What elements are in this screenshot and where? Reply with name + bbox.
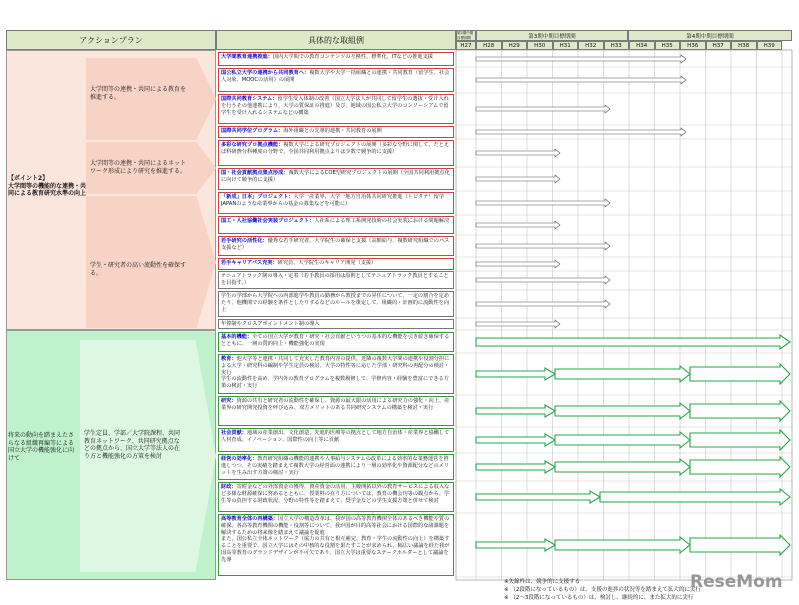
bottom-arrow-6-stage-1 — [476, 491, 600, 503]
year-H35: H35 — [655, 41, 681, 50]
top-arrow-8 — [476, 221, 560, 229]
bottom-arrow-4-stage-3 — [690, 430, 790, 450]
year-H32: H32 — [578, 41, 604, 50]
header-prev-period: 第2期中期目標期間 — [456, 30, 476, 41]
bottom-arrow-2-stage-1 — [476, 368, 555, 380]
measure-heading: 国・社会貢献拠点集点形成： — [221, 170, 289, 176]
bottom-arrow-6-stage-2 — [600, 489, 790, 505]
measure-text: 年俸制やクロスアポイントメント制の導入 — [221, 321, 320, 327]
measure-text: 人社系による理工系開発技術の社会実装における問題解決 — [314, 218, 450, 224]
bottom-arrow-3-stage-2 — [555, 403, 690, 419]
measure-text: 複数大学による研究プロジェクトの展開（多彩な分野に関して、たとえば科研費分科種度の分野で、全国共同利用拠点よりは少数で競争的に支援） — [221, 142, 450, 155]
bottom-arrow-7-stage-2 — [555, 537, 690, 553]
bottom-arrow-7-stage-1 — [476, 539, 555, 551]
measure-heading: 大学間教育連携推進： — [221, 54, 273, 60]
top-arrow-11 — [476, 276, 610, 284]
year-H39: H39 — [757, 41, 783, 50]
top-arrow-13 — [476, 320, 560, 328]
measure-text: 海外組織との先導的連携・共同教育の展開 — [283, 128, 382, 134]
measure-heading: 若手キャリアパス充実： — [221, 260, 278, 266]
point2-title: 【ポイント2】 大学間等の機能的な連携・共同による教育研究水準の向上 — [8, 175, 87, 197]
measure-heading: 国公私立大学の連携から共同教育へ： — [221, 70, 310, 76]
point2-sub-1: 大学間等の連携・共同による教育を推進する。 — [90, 86, 187, 101]
year-H33: H33 — [604, 41, 630, 50]
measure-heading: 教育： — [221, 356, 237, 362]
measure-text: 国立大学の構造改革は、我が国の高等教育機関全体のあるべき機能や質の確保、各高等教育機関の機能・役割等について、我が国が目的高等社会における国際的な諸課題を解決するための将来像を踏まえて議論を促進 また、国公私立全体ネットワーク（協力の共有と相互補完、教育・学生の流動性の向上）を構築することを重要で、国立大学にはその中核的な役割を果たすことが求められ、幅広い議論を経た我が国高等教育のグランドデザインが不可欠であり、国立大学は重要なステークホルダーとして議論を先導 — [221, 516, 450, 563]
bottom-arrow-2-stage-2 — [555, 366, 690, 382]
top-arrow-12 — [476, 300, 610, 308]
year-H28: H28 — [476, 41, 502, 50]
year-H31: H31 — [553, 41, 579, 50]
bottom-arrow-5-stage-3 — [690, 457, 790, 477]
header-period-next: 第4期中期目標期間 — [628, 30, 792, 41]
bottom-arrow-1 — [476, 335, 790, 349]
measure-heading: 国際共同学位プログラム： — [221, 128, 284, 134]
top-arrow-9 — [476, 242, 610, 250]
legend-note-2: ※ （2段階になっているもの）は、支援の進捗の状況等を踏まえて拡大的に実行 — [504, 587, 701, 593]
measure-text: 研究員、大学院生のキャリア開発（支援） — [277, 260, 377, 266]
measure-text: 留学生受入体制の改善（国立大学法人が共同して留学生の選抜・受け入れを行うその他連携により、大学の質保証の推進）及び、地域の国公私立大学のコンソーシアムで留学生を受け入れるシステムなどの構築 — [221, 96, 449, 116]
measure-text: 資源の共有と研究者の流動性を確保し、資源の最大限の活用による研究力の強化・向上、産業界の研究開発投資を呼び込み、双方メリットのある共同研究システムの構築を検討・実行 — [221, 398, 450, 411]
measure-heading: 国工・人社協働社会実装プロジェクト： — [221, 218, 315, 224]
year-H27: H27 — [456, 41, 476, 50]
year-H36: H36 — [680, 41, 706, 50]
header-action-plan: アクションプラン — [6, 30, 216, 50]
year-H34: H34 — [629, 41, 655, 50]
measure-text: 地域の産業創出、文化創造、先進的医療等の拠点として地方自治体・産業界と協働して人材育成、イノベーション、国際性の向上等に貢献 — [221, 430, 450, 443]
measure-text: 国内大学間での教育コンテンツの互換性、標準化、ITなどの推進支援 — [272, 54, 433, 60]
bottom-arrow-5-stage-2 — [555, 459, 690, 475]
bottom-arrow-7-stage-3 — [690, 535, 790, 555]
watermark-logo: ReseMom — [690, 572, 783, 592]
year-H29: H29 — [502, 41, 528, 50]
bottom-arrow-5-stage-1 — [476, 461, 555, 473]
header-period-mid: 第3期中期目標期間 — [476, 30, 628, 41]
legend-note-3: ※ （2〜3段階になっているもの）は、検討し、継続的に、また拡大的に実行 — [504, 595, 694, 601]
measure-text: 他大学等と連携・共同して充実した教育内容の提供、近隣の複数大学間の連携や役割分担による大学・研究科の編制や学生定員の検討、大学の特性等に応じた学部・研究科の再配分の検討・実行 学生の流動性を高め、学内外の教育プログラムを複数履修して、学修内容・経験を豊富にできる方策の検討・実行 — [221, 356, 450, 389]
measure-heading: 財政： — [221, 484, 237, 490]
top-arrow-6 — [476, 175, 560, 183]
top-arrow-7 — [476, 199, 610, 207]
year-H30: H30 — [527, 41, 553, 50]
bottom-arrow-3-stage-3 — [690, 401, 790, 421]
measure-text: 寄附金などの外部資金の獲得、資産資金の活用、主競開拓以外の教育サービスによる収入など多様な財源確保に努めるとともに、授業料の在り方については、教育の機会均等の観点から、学生等の負担する財政状況、分野の特性等を踏まえて、奨学金などの学生支援方策と併せて検討 — [221, 484, 450, 504]
measure-text: 教育研究組織の機能的連携や人事給与システムの改革による効率的な業務運営を推進しつつ、その実績を踏まえて複数大学の経営面の連携により一層の効率化や資源配分などのメリットを生み出す方策の検討・実行 — [221, 456, 450, 476]
measure-text: 複数大学や大学一括組織との連携・共同教育（留学生、社会人対象、MOOCの活用）の展開 — [221, 70, 450, 83]
measure-heading: 若手研究の活性化： — [221, 238, 268, 244]
bottom-arrow-4-stage-1 — [476, 434, 555, 446]
header-measures: 具体的な取組例 — [216, 30, 456, 50]
top-arrow-5 — [476, 149, 560, 157]
bottom-arrow-4-stage-2 — [555, 432, 690, 448]
measure-heading: 研究： — [221, 398, 237, 404]
measure-heading: 「新成」日本」プロジェクト： — [221, 194, 294, 200]
year-H37: H37 — [706, 41, 732, 50]
year-H38: H38 — [731, 41, 757, 50]
measure-heading: 経営の効率化： — [221, 456, 258, 462]
bottom-arrow-2-stage-3 — [690, 364, 790, 384]
bottom-arrow-3-stage-1 — [476, 405, 555, 417]
measure-heading: 社会貢献： — [221, 430, 247, 436]
measure-heading: 多彩な研究プロ拠点機能： — [221, 142, 284, 148]
measure-text: 全ての国立大学が教育・研究・社会貢献というつの基本的な機能を引き続き確保するとともに、一層の質的向上・機能強化の実現 — [221, 334, 450, 347]
measure-heading: 基本的機能： — [221, 334, 253, 340]
legend-note-1: ※矢線枠は、競争的に支援する — [504, 579, 581, 585]
measure-text: 大学一産業界、大学一地方自治体共同研究推進（トビタテ！留学JAPANのような産業界からの基金の募集などを可能に） — [221, 194, 444, 207]
measure-text: テニュアトラック制の導入・定着（若手教員の採用は原則としてテニュアトラック教員とすることを目指す。） — [221, 273, 449, 286]
top-arrow-3 — [476, 105, 610, 113]
measure-text: 学生の学部から大学院への内部進学や教員の勤務から教授までの昇任について、一定の割合を定めたり、他機関での経験を条件としたりするなどのルールを策定して、組織的・計画的に流動性を向上 — [221, 293, 450, 313]
point3-title: 将来の動向を踏まえたさらなる組織再編等による国立大学の機能強化に向けて — [8, 432, 75, 462]
measure-text: 複数大学によるCOE型研究プロジェクトの展開（全国共同利用拠点化に向けて競争的に支援） — [221, 170, 450, 183]
measure-text: 優秀な若手研究者、大学院生の確保と支援（高額給与、複数研究組織でのパス支援など） — [221, 238, 450, 251]
point2-sub-3: 学生・研究者の高い流動性を確保する。 — [90, 262, 187, 277]
point2-sub-2: 大学間等の連携・共同によるネットワーク形成により研究を推進する。 — [90, 160, 187, 175]
measure-heading: 国際共同教育システム： — [221, 96, 278, 102]
top-arrow-10 — [476, 260, 560, 268]
measure-heading: 高等教育全体の再構築： — [221, 516, 279, 522]
point3-sub: 学生定員、学部／大学院課程、共同教育ネットワーク、共同研究拠点などの拠点から、国立大学等法人の在り方と機能強化の方策を検討 — [84, 430, 181, 460]
